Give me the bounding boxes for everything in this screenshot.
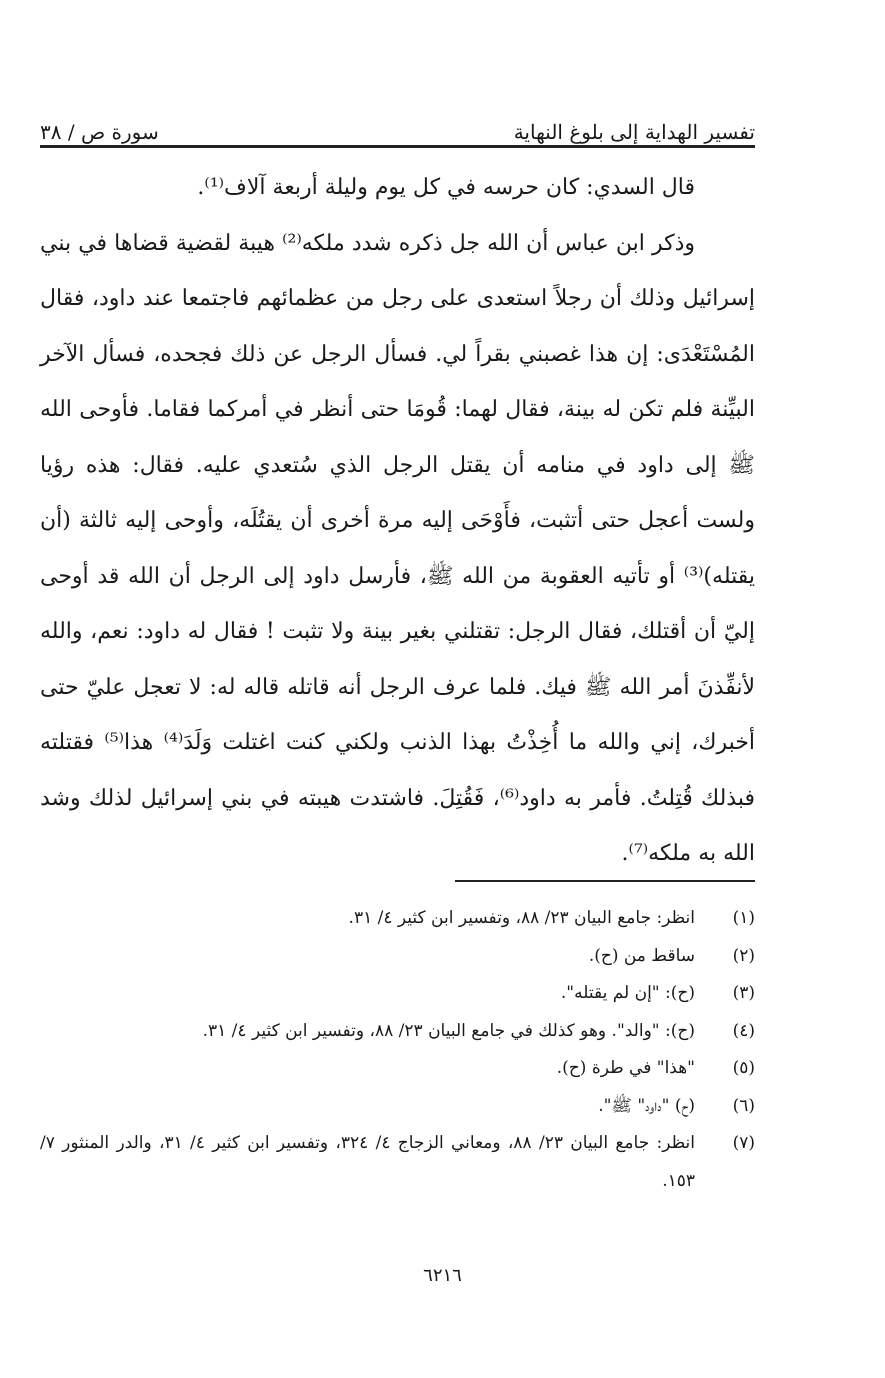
footnote-number: (٢) [732,945,755,966]
footnote [40,975,755,1013]
header-rule [40,145,755,148]
footnote [40,1013,755,1051]
footnote [40,1088,755,1126]
surah-reference: سورة ص / ٣٨ [40,120,159,144]
footnotes [40,900,755,1200]
footnote-number: (٦) [732,1095,755,1116]
footnote [40,1050,755,1088]
footnote-number: (٥) [732,1058,755,1078]
book-title: تفسير الهداية إلى بلوغ النهاية [513,120,755,144]
paragraph: وذكر ابن عباس أن الله جل ذكره شدد ملكه⁽²⁾ هيبة لقضية قضاها في بني إسرائيل وذلك أن رجلاً استعدى على رجل من عظمائهم فاجتمعا عند داود، فقال المُسْتَعْدَى: إن هذا غصبني بقراً لي. فسأل الرجل عن ذلك فجحده، فسأل الآخر البيِّنة فلم تكن له بينة، فقال لهما: قُومَا حتى أنظر في أمركما فقاما. فأوحى الله ﷺ إلى داود في منامه أن يقتل الرجل الذي سُتعدي عليه. فقال: هذه رؤيا ولست أعجل حتى أتثبت، فأَوْحَى إليه مرة أخرى أن يقتُلَه، وأوحى إليه ثالثة (أن يقتله)⁽³⁾ أو تأتيه العقوبة من الله ﷺ، فأرسل داود إلى الرجل أن الله قد أوحى إليّ أن أقتلك، فقال الرجل: تقتلني بغير بينة ولا تثبت ! فقال له داود: نعم، والله لأنفِّذنَ أمر الله ﷺ فيك. فلما عرف الرجل أنه قاتله قاله له: لا تعجل عليّ حتى أخبرك، إني والله ما أُخِذْتُ بهذا الذنب ولكني كنت اغتلت وَلَدَ⁽⁴⁾ هذا⁽⁵⁾ فقتلته فبذلك قُتِلتُ. فأمر به داود⁽⁶⁾، فَقُتِلَ. فاشتدت هيبته في بني إسرائيل لذلك وشد الله به ملكه⁽⁷⁾. [40,230,755,866]
footnote-text: ساقط من (ح). [588,945,695,966]
footnote-text: (ح): "إن لم يقتله". [560,983,695,1003]
footnote-number: (٣) [732,983,755,1003]
page-number: ٦٢١٦ [423,1265,462,1286]
footnote-number: (٧) [732,1133,755,1153]
footnote-text: انظر: جامع البيان ٢٣/ ٨٨، ومعاني الزجاج ٤/ ٣٢٤، وتفسير ابن كثير ٤/ ٣١، والدر المنثور ٧/ ١٥٣. [40,1133,696,1191]
footnote-text: (ح) "داود" ﷺ". [598,1095,695,1116]
footnote [40,938,755,976]
footnote [40,1125,755,1200]
footnote-number: (٤) [732,1020,755,1041]
footnote-rule [455,880,755,882]
footnote-text: انظر: جامع البيان ٢٣/ ٨٨، وتفسير ابن كثير ٤/ ٣١. [348,908,695,928]
page-header [40,104,755,144]
main-text [40,160,755,882]
footnote [40,900,755,938]
footnote-text: "هذا" في طرة (ح). [556,1058,695,1078]
paragraph: قال السدي: كان حرسه في كل يوم وليلة أربعة آلاف⁽¹⁾. [197,175,695,200]
footnote-number: (١) [732,908,755,928]
footnote-text: (ح): "والد". وهو كذلك في جامع البيان ٢٣/ ٨٨، وتفسير ابن كثير ٤/ ٣١. [202,1020,695,1041]
